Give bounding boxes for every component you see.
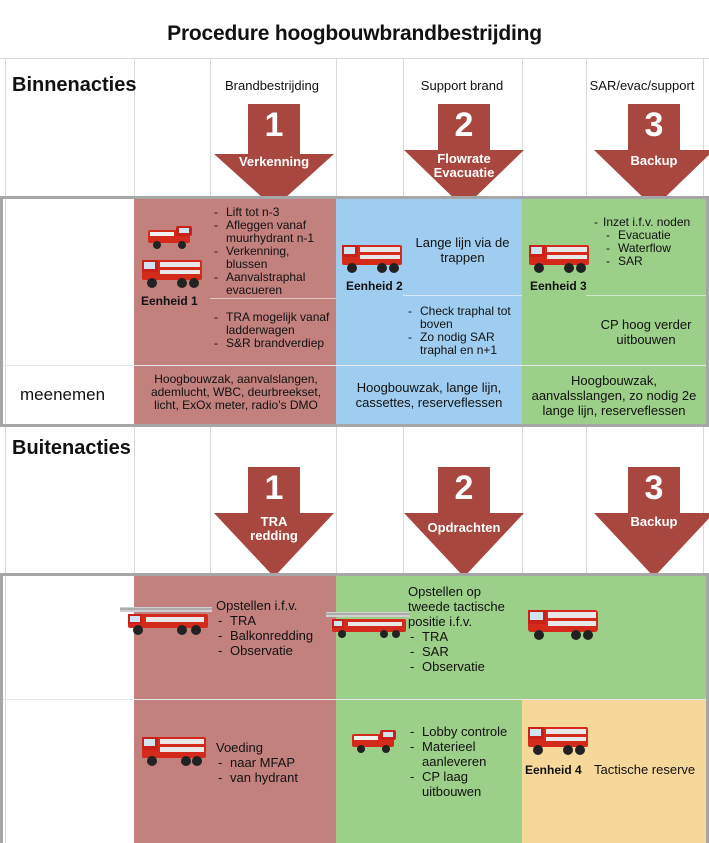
list-item: - SAR [410,644,520,659]
fire-truck-small-icon [146,226,196,255]
list-item: - Observatie [218,643,334,658]
arrow-number: 1 [264,106,284,144]
arrow-label: Backup [630,514,678,529]
arrow-label: Backup [630,153,678,168]
unit-label-4: Eenheid 4 [525,763,582,777]
list-item: - Afleggen vanaf muurhydrant n-1 [214,219,332,245]
unit-label-1: Eenheid 1 [141,294,198,308]
arrow-label: Opdrachten [427,520,501,535]
list-item: - Materieel aanleveren [410,739,520,769]
col-sar-evac-support: SAR/evac/support [589,78,695,93]
heavy-fire-truck-icon [526,606,602,647]
list-item: - naar MFAP [218,755,334,770]
binnen-blue-bottom-list [408,305,520,357]
arrow-3-backup [592,104,709,208]
list-item: - Evacuatie [606,229,704,242]
ladder-truck-icon [118,605,214,642]
buiten-green-bottom-list [410,724,520,799]
ladder-truck-icon [326,610,410,645]
arrow-number: 2 [454,106,474,144]
buiten-red-bottom [216,740,334,785]
col-support-brand: Support brand [420,78,504,93]
buiten-heading: Buitenacties [12,437,131,459]
list-item: - Waterflow [606,242,704,255]
meenemen-blue: Hoogbouwzak, lange lijn, cassettes, reserveflessen [355,380,503,410]
fire-truck-icon [526,724,592,761]
unit-label-2: Eenheid 2 [346,279,403,293]
arrow-2-flowrate [402,104,526,208]
meenemen-green: Hoogbouwzak, aanvalsslangen, zo nodig 2e lange lijn, reserveflessen [531,373,697,418]
page-title: Procedure hoogbouwbrandbestrijding [0,6,709,59]
binnen-heading: Binnenacties [12,74,137,96]
arrow-number: 3 [644,106,664,144]
buiten-red-top [216,598,334,658]
list-item: - Lobby controle [410,724,520,739]
arrow-label: Verkenning [238,154,310,169]
arrow-number: 3 [644,469,664,507]
tactische-reserve-text: Tactische reserve [594,762,696,777]
fire-truck-small-icon [350,730,400,759]
list-item: - Check traphal tot boven [408,305,520,331]
binnen-red-bottom-list [214,311,332,350]
fire-truck-icon [340,242,406,279]
list-item: - van hydrant [218,770,334,785]
list-item: - Aanvalstraphal evacueren [214,271,332,297]
list-item: - S&R brandverdiep [214,337,332,350]
binnen-green-bottom-text: CP hoog verder uitbouwen [600,317,692,347]
list-item: - SAR [606,255,704,268]
meenemen-red: Hoogbouwzak, aanvalslangen, ademlucht, WBC, deurbreekset, licht, ExOx meter, radio's DMO [150,372,322,412]
list-item: - Observatie [410,659,520,674]
red-bottom-intro: Voeding [216,740,263,755]
binnen-blue-top-text: Lange lijn via de trappen [415,235,510,265]
arrow-label-2: redding [250,528,298,543]
arrow-2-opdrachten [402,467,526,577]
meenemen-label: meenemen [20,385,106,404]
fire-truck-icon [527,242,593,279]
list-item: - TRA mogelijk vanaf ladderwagen [214,311,332,337]
arrow-label-2: Evacuatie [433,165,495,180]
fire-truck-icon [140,257,206,294]
list-item: - Lift tot n-3 [214,206,332,219]
list-item: - Zo nodig SAR traphal en n+1 [408,331,520,357]
binnen-red-top-list [214,206,332,297]
binnen-green-top [592,216,704,268]
unit-label-3: Eenheid 3 [530,279,587,293]
red-top-intro: Opstellen i.f.v. [216,598,298,613]
col-brandbestrijding: Brandbestrijding [225,78,319,93]
red-top-list [218,613,334,658]
arrow-label-1: TRA [260,514,288,529]
fire-truck-icon [140,734,210,773]
list-item: - Verkenning, blussen [214,245,332,271]
arrow-1-verkenning [212,104,336,208]
green-top-list [410,629,520,674]
arrow-1-tra-redding [212,467,336,577]
arrow-number: 1 [264,469,284,507]
green-intro-text: Inzet i.f.v. noden [603,215,691,229]
list-item: - Balkonredding [218,628,334,643]
list-item: - TRA [410,629,520,644]
list-item: - CP laag uitbouwen [410,769,520,799]
arrow-label-1: Flowrate [437,151,491,166]
list-item: - TRA [218,613,334,628]
arrow-3-backup-buiten [592,467,709,577]
red-bottom-list [218,755,334,785]
green-top-intro: Opstellen op tweede tactische positie i.f.v. [408,584,505,629]
green-intro: - Inzet i.f.v. noden [594,215,691,229]
arrow-number: 2 [454,469,474,507]
green-top-list [606,229,704,268]
buiten-green-top [408,584,520,674]
